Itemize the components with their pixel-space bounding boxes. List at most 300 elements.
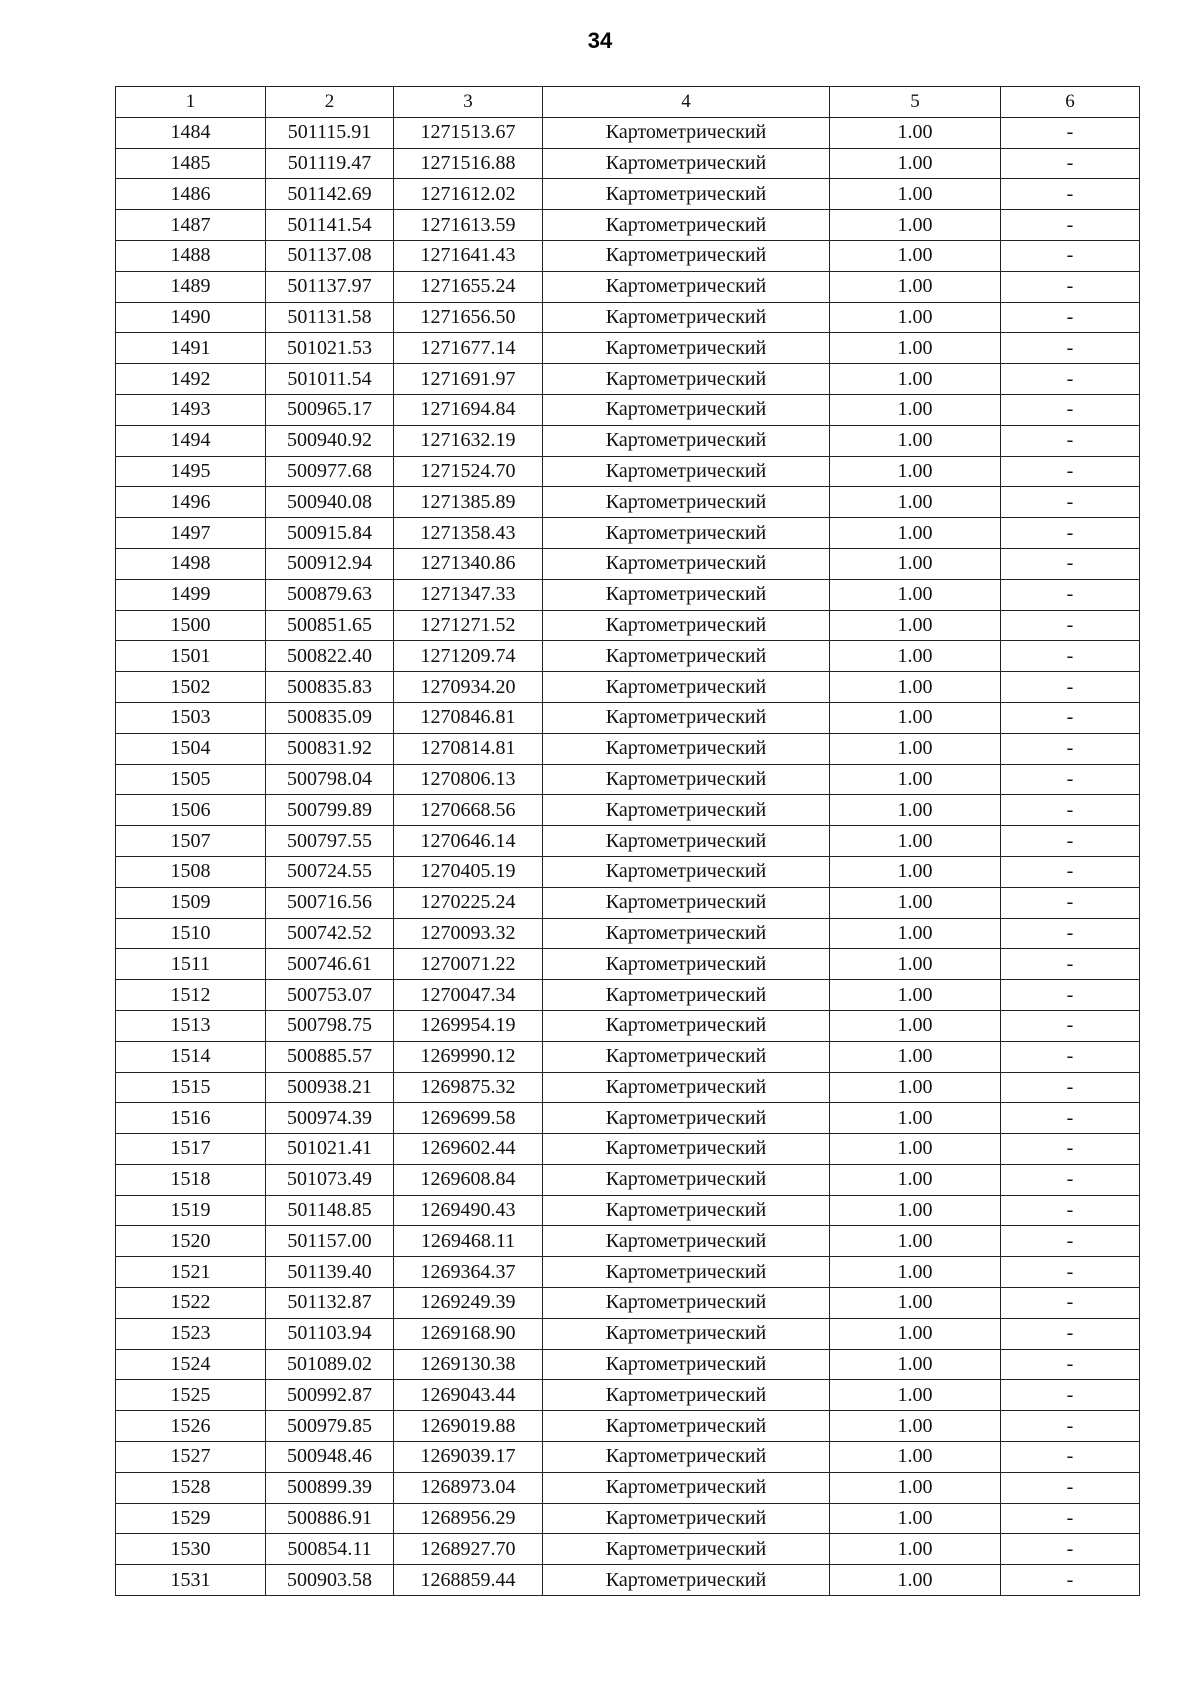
table-row (116, 1226, 1140, 1257)
table-row (116, 425, 1140, 456)
x-coordinate-cell: 500753.07 (266, 980, 394, 1011)
method-cell: Картометрический (543, 179, 830, 210)
note-cell: - (1001, 702, 1140, 733)
table-row (116, 487, 1140, 518)
x-coordinate-cell: 501119.47 (266, 148, 394, 179)
table-row (116, 918, 1140, 949)
x-coordinate-cell: 501073.49 (266, 1164, 394, 1195)
x-coordinate-cell: 500746.61 (266, 949, 394, 980)
y-coordinate-cell: 1269875.32 (394, 1072, 543, 1103)
point-number-cell: 1485 (116, 148, 266, 179)
method-cell: Картометрический (543, 1010, 830, 1041)
note-cell: - (1001, 1472, 1140, 1503)
point-number-cell: 1487 (116, 210, 266, 241)
x-coordinate-cell: 500886.91 (266, 1503, 394, 1534)
table-row (116, 333, 1140, 364)
point-number-cell: 1529 (116, 1503, 266, 1534)
table-row (116, 179, 1140, 210)
table-row (116, 1195, 1140, 1226)
x-coordinate-cell: 501115.91 (266, 117, 394, 148)
table-row (116, 1442, 1140, 1473)
method-cell: Картометрический (543, 949, 830, 980)
y-coordinate-cell: 1269954.19 (394, 1010, 543, 1041)
y-coordinate-cell: 1271655.24 (394, 271, 543, 302)
table-row (116, 1257, 1140, 1288)
note-cell: - (1001, 1103, 1140, 1134)
point-number-cell: 1501 (116, 641, 266, 672)
method-cell: Картометрический (543, 548, 830, 579)
method-cell: Картометрический (543, 1288, 830, 1319)
accuracy-cell: 1.00 (830, 980, 1001, 1011)
method-cell: Картометрический (543, 1041, 830, 1072)
note-cell: - (1001, 117, 1140, 148)
x-coordinate-cell: 501021.41 (266, 1134, 394, 1165)
accuracy-cell: 1.00 (830, 641, 1001, 672)
method-cell: Картометрический (543, 148, 830, 179)
x-coordinate-cell: 500940.08 (266, 487, 394, 518)
point-number-cell: 1522 (116, 1288, 266, 1319)
method-cell: Картометрический (543, 1072, 830, 1103)
point-number-cell: 1494 (116, 425, 266, 456)
x-coordinate-cell: 501142.69 (266, 179, 394, 210)
point-number-cell: 1508 (116, 856, 266, 887)
table-row (116, 1534, 1140, 1565)
accuracy-cell: 1.00 (830, 1534, 1001, 1565)
accuracy-cell: 1.00 (830, 1226, 1001, 1257)
point-number-cell: 1511 (116, 949, 266, 980)
table-row (116, 764, 1140, 795)
method-cell: Картометрический (543, 1164, 830, 1195)
point-number-cell: 1514 (116, 1041, 266, 1072)
note-cell: - (1001, 1134, 1140, 1165)
note-cell: - (1001, 548, 1140, 579)
accuracy-cell: 1.00 (830, 117, 1001, 148)
note-cell: - (1001, 1010, 1140, 1041)
table-row (116, 1010, 1140, 1041)
accuracy-cell: 1.00 (830, 1442, 1001, 1473)
table-row (116, 302, 1140, 333)
method-cell: Картометрический (543, 1103, 830, 1134)
x-coordinate-cell: 500822.40 (266, 641, 394, 672)
y-coordinate-cell: 1268927.70 (394, 1534, 543, 1565)
table-row (116, 641, 1140, 672)
accuracy-cell: 1.00 (830, 1349, 1001, 1380)
note-cell: - (1001, 425, 1140, 456)
y-coordinate-cell: 1269468.11 (394, 1226, 543, 1257)
note-cell: - (1001, 1380, 1140, 1411)
method-cell: Картометрический (543, 1380, 830, 1411)
table-row (116, 1041, 1140, 1072)
method-cell: Картометрический (543, 1349, 830, 1380)
point-number-cell: 1500 (116, 610, 266, 641)
note-cell: - (1001, 1288, 1140, 1319)
x-coordinate-cell: 501139.40 (266, 1257, 394, 1288)
note-cell: - (1001, 641, 1140, 672)
x-coordinate-cell: 500831.92 (266, 733, 394, 764)
column-header-1: 1 (116, 87, 266, 118)
point-number-cell: 1492 (116, 364, 266, 395)
x-coordinate-cell: 500797.55 (266, 826, 394, 857)
accuracy-cell: 1.00 (830, 826, 1001, 857)
y-coordinate-cell: 1270668.56 (394, 795, 543, 826)
note-cell: - (1001, 1318, 1140, 1349)
note-cell: - (1001, 1411, 1140, 1442)
x-coordinate-cell: 500992.87 (266, 1380, 394, 1411)
accuracy-cell: 1.00 (830, 518, 1001, 549)
accuracy-cell: 1.00 (830, 795, 1001, 826)
point-number-cell: 1519 (116, 1195, 266, 1226)
table-row (116, 1349, 1140, 1380)
y-coordinate-cell: 1271209.74 (394, 641, 543, 672)
table-row (116, 1288, 1140, 1319)
note-cell: - (1001, 795, 1140, 826)
point-number-cell: 1490 (116, 302, 266, 333)
accuracy-cell: 1.00 (830, 1318, 1001, 1349)
table-row (116, 1380, 1140, 1411)
y-coordinate-cell: 1271613.59 (394, 210, 543, 241)
method-cell: Картометрический (543, 795, 830, 826)
point-number-cell: 1517 (116, 1134, 266, 1165)
method-cell: Картометрический (543, 702, 830, 733)
note-cell: - (1001, 579, 1140, 610)
method-cell: Картометрический (543, 240, 830, 271)
x-coordinate-cell: 500965.17 (266, 394, 394, 425)
method-cell: Картометрический (543, 394, 830, 425)
method-cell: Картометрический (543, 641, 830, 672)
accuracy-cell: 1.00 (830, 394, 1001, 425)
y-coordinate-cell: 1268973.04 (394, 1472, 543, 1503)
y-coordinate-cell: 1269490.43 (394, 1195, 543, 1226)
x-coordinate-cell: 500799.89 (266, 795, 394, 826)
accuracy-cell: 1.00 (830, 1503, 1001, 1534)
table-row (116, 980, 1140, 1011)
accuracy-cell: 1.00 (830, 733, 1001, 764)
method-cell: Картометрический (543, 826, 830, 857)
accuracy-cell: 1.00 (830, 1257, 1001, 1288)
table-row (116, 548, 1140, 579)
x-coordinate-cell: 501141.54 (266, 210, 394, 241)
table-row (116, 1072, 1140, 1103)
column-header-5: 5 (830, 87, 1001, 118)
y-coordinate-cell: 1271677.14 (394, 333, 543, 364)
x-coordinate-cell: 500979.85 (266, 1411, 394, 1442)
table-row (116, 210, 1140, 241)
x-coordinate-cell: 500948.46 (266, 1442, 394, 1473)
accuracy-cell: 1.00 (830, 1380, 1001, 1411)
point-number-cell: 1505 (116, 764, 266, 795)
table-row (116, 117, 1140, 148)
y-coordinate-cell: 1271358.43 (394, 518, 543, 549)
y-coordinate-cell: 1270846.81 (394, 702, 543, 733)
y-coordinate-cell: 1268956.29 (394, 1503, 543, 1534)
y-coordinate-cell: 1271632.19 (394, 425, 543, 456)
method-cell: Картометрический (543, 271, 830, 302)
note-cell: - (1001, 856, 1140, 887)
point-number-cell: 1491 (116, 333, 266, 364)
point-number-cell: 1509 (116, 887, 266, 918)
y-coordinate-cell: 1270071.22 (394, 949, 543, 980)
y-coordinate-cell: 1271524.70 (394, 456, 543, 487)
table-body (116, 117, 1140, 1595)
note-cell: - (1001, 210, 1140, 241)
accuracy-cell: 1.00 (830, 764, 1001, 795)
y-coordinate-cell: 1269249.39 (394, 1288, 543, 1319)
point-number-cell: 1504 (116, 733, 266, 764)
method-cell: Картометрический (543, 1565, 830, 1596)
accuracy-cell: 1.00 (830, 856, 1001, 887)
x-coordinate-cell: 501137.97 (266, 271, 394, 302)
x-coordinate-cell: 501103.94 (266, 1318, 394, 1349)
point-number-cell: 1528 (116, 1472, 266, 1503)
method-cell: Картометрический (543, 856, 830, 887)
point-number-cell: 1493 (116, 394, 266, 425)
accuracy-cell: 1.00 (830, 487, 1001, 518)
table-row (116, 456, 1140, 487)
point-number-cell: 1499 (116, 579, 266, 610)
point-number-cell: 1521 (116, 1257, 266, 1288)
method-cell: Картометрический (543, 980, 830, 1011)
method-cell: Картометрический (543, 1257, 830, 1288)
y-coordinate-cell: 1271694.84 (394, 394, 543, 425)
note-cell: - (1001, 980, 1140, 1011)
y-coordinate-cell: 1269364.37 (394, 1257, 543, 1288)
table-row (116, 1103, 1140, 1134)
table-row (116, 672, 1140, 703)
note-cell: - (1001, 1534, 1140, 1565)
x-coordinate-cell: 500835.83 (266, 672, 394, 703)
x-coordinate-cell: 501011.54 (266, 364, 394, 395)
y-coordinate-cell: 1269019.88 (394, 1411, 543, 1442)
note-cell: - (1001, 179, 1140, 210)
table-row (116, 949, 1140, 980)
y-coordinate-cell: 1271271.52 (394, 610, 543, 641)
x-coordinate-cell: 500885.57 (266, 1041, 394, 1072)
accuracy-cell: 1.00 (830, 1195, 1001, 1226)
point-number-cell: 1527 (116, 1442, 266, 1473)
point-number-cell: 1503 (116, 702, 266, 733)
x-coordinate-cell: 500915.84 (266, 518, 394, 549)
accuracy-cell: 1.00 (830, 1103, 1001, 1134)
point-number-cell: 1486 (116, 179, 266, 210)
method-cell: Картометрический (543, 1318, 830, 1349)
method-cell: Картометрический (543, 456, 830, 487)
accuracy-cell: 1.00 (830, 210, 1001, 241)
note-cell: - (1001, 1164, 1140, 1195)
accuracy-cell: 1.00 (830, 1565, 1001, 1596)
accuracy-cell: 1.00 (830, 148, 1001, 179)
accuracy-cell: 1.00 (830, 1134, 1001, 1165)
y-coordinate-cell: 1269699.58 (394, 1103, 543, 1134)
method-cell: Картометрический (543, 918, 830, 949)
x-coordinate-cell: 500974.39 (266, 1103, 394, 1134)
x-coordinate-cell: 500977.68 (266, 456, 394, 487)
method-cell: Картометрический (543, 1442, 830, 1473)
table-row (116, 610, 1140, 641)
note-cell: - (1001, 240, 1140, 271)
y-coordinate-cell: 1271340.86 (394, 548, 543, 579)
note-cell: - (1001, 610, 1140, 641)
point-number-cell: 1516 (116, 1103, 266, 1134)
method-cell: Картометрический (543, 764, 830, 795)
y-coordinate-cell: 1269039.17 (394, 1442, 543, 1473)
table-row (116, 364, 1140, 395)
point-number-cell: 1502 (116, 672, 266, 703)
method-cell: Картометрический (543, 364, 830, 395)
method-cell: Картометрический (543, 1534, 830, 1565)
y-coordinate-cell: 1271347.33 (394, 579, 543, 610)
y-coordinate-cell: 1271691.97 (394, 364, 543, 395)
method-cell: Картометрический (543, 1195, 830, 1226)
note-cell: - (1001, 1503, 1140, 1534)
method-cell: Картометрический (543, 672, 830, 703)
table-header-row (116, 87, 1140, 118)
x-coordinate-cell: 500903.58 (266, 1565, 394, 1596)
note-cell: - (1001, 148, 1140, 179)
note-cell: - (1001, 302, 1140, 333)
column-header-2: 2 (266, 87, 394, 118)
table-row (116, 1565, 1140, 1596)
method-cell: Картометрический (543, 333, 830, 364)
table-row (116, 240, 1140, 271)
y-coordinate-cell: 1270405.19 (394, 856, 543, 887)
y-coordinate-cell: 1270934.20 (394, 672, 543, 703)
x-coordinate-cell: 500854.11 (266, 1534, 394, 1565)
note-cell: - (1001, 1349, 1140, 1380)
method-cell: Картометрический (543, 518, 830, 549)
point-number-cell: 1520 (116, 1226, 266, 1257)
point-number-cell: 1506 (116, 795, 266, 826)
table-row (116, 579, 1140, 610)
note-cell: - (1001, 487, 1140, 518)
y-coordinate-cell: 1269990.12 (394, 1041, 543, 1072)
note-cell: - (1001, 887, 1140, 918)
method-cell: Картометрический (543, 887, 830, 918)
accuracy-cell: 1.00 (830, 702, 1001, 733)
y-coordinate-cell: 1271513.67 (394, 117, 543, 148)
table-row (116, 148, 1140, 179)
y-coordinate-cell: 1269130.38 (394, 1349, 543, 1380)
y-coordinate-cell: 1271385.89 (394, 487, 543, 518)
accuracy-cell: 1.00 (830, 949, 1001, 980)
table-row (116, 271, 1140, 302)
note-cell: - (1001, 826, 1140, 857)
method-cell: Картометрический (543, 487, 830, 518)
table-row (116, 1164, 1140, 1195)
table-row (116, 702, 1140, 733)
point-number-cell: 1515 (116, 1072, 266, 1103)
y-coordinate-cell: 1271516.88 (394, 148, 543, 179)
accuracy-cell: 1.00 (830, 364, 1001, 395)
method-cell: Картометрический (543, 1134, 830, 1165)
note-cell: - (1001, 456, 1140, 487)
point-number-cell: 1497 (116, 518, 266, 549)
x-coordinate-cell: 500798.04 (266, 764, 394, 795)
x-coordinate-cell: 500798.75 (266, 1010, 394, 1041)
y-coordinate-cell: 1269608.84 (394, 1164, 543, 1195)
point-number-cell: 1507 (116, 826, 266, 857)
method-cell: Картометрический (543, 425, 830, 456)
accuracy-cell: 1.00 (830, 1164, 1001, 1195)
note-cell: - (1001, 1257, 1140, 1288)
method-cell: Картометрический (543, 733, 830, 764)
method-cell: Картометрический (543, 610, 830, 641)
table-row (116, 394, 1140, 425)
y-coordinate-cell: 1270047.34 (394, 980, 543, 1011)
accuracy-cell: 1.00 (830, 302, 1001, 333)
x-coordinate-cell: 500724.55 (266, 856, 394, 887)
point-number-cell: 1484 (116, 117, 266, 148)
table-row (116, 733, 1140, 764)
accuracy-cell: 1.00 (830, 918, 1001, 949)
note-cell: - (1001, 918, 1140, 949)
table-row (116, 856, 1140, 887)
accuracy-cell: 1.00 (830, 425, 1001, 456)
accuracy-cell: 1.00 (830, 672, 1001, 703)
point-number-cell: 1523 (116, 1318, 266, 1349)
note-cell: - (1001, 271, 1140, 302)
note-cell: - (1001, 518, 1140, 549)
y-coordinate-cell: 1271612.02 (394, 179, 543, 210)
note-cell: - (1001, 1195, 1140, 1226)
point-number-cell: 1530 (116, 1534, 266, 1565)
point-number-cell: 1510 (116, 918, 266, 949)
page-number: 34 (587, 28, 613, 53)
accuracy-cell: 1.00 (830, 579, 1001, 610)
x-coordinate-cell: 500716.56 (266, 887, 394, 918)
accuracy-cell: 1.00 (830, 1010, 1001, 1041)
point-number-cell: 1518 (116, 1164, 266, 1195)
method-cell: Картометрический (543, 302, 830, 333)
table-row (116, 826, 1140, 857)
accuracy-cell: 1.00 (830, 179, 1001, 210)
y-coordinate-cell: 1271641.43 (394, 240, 543, 271)
point-number-cell: 1512 (116, 980, 266, 1011)
accuracy-cell: 1.00 (830, 548, 1001, 579)
x-coordinate-cell: 500912.94 (266, 548, 394, 579)
accuracy-cell: 1.00 (830, 1411, 1001, 1442)
accuracy-cell: 1.00 (830, 610, 1001, 641)
accuracy-cell: 1.00 (830, 271, 1001, 302)
accuracy-cell: 1.00 (830, 1072, 1001, 1103)
accuracy-cell: 1.00 (830, 456, 1001, 487)
note-cell: - (1001, 733, 1140, 764)
table-row (116, 1134, 1140, 1165)
note-cell: - (1001, 364, 1140, 395)
y-coordinate-cell: 1270646.14 (394, 826, 543, 857)
x-coordinate-cell: 501021.53 (266, 333, 394, 364)
method-cell: Картометрический (543, 579, 830, 610)
note-cell: - (1001, 672, 1140, 703)
table-row (116, 1318, 1140, 1349)
point-number-cell: 1495 (116, 456, 266, 487)
y-coordinate-cell: 1270814.81 (394, 733, 543, 764)
note-cell: - (1001, 1041, 1140, 1072)
y-coordinate-cell: 1269043.44 (394, 1380, 543, 1411)
y-coordinate-cell: 1271656.50 (394, 302, 543, 333)
x-coordinate-cell: 500879.63 (266, 579, 394, 610)
x-coordinate-cell: 500899.39 (266, 1472, 394, 1503)
method-cell: Картометрический (543, 1411, 830, 1442)
column-header-4: 4 (543, 87, 830, 118)
accuracy-cell: 1.00 (830, 1041, 1001, 1072)
x-coordinate-cell: 501089.02 (266, 1349, 394, 1380)
point-number-cell: 1488 (116, 240, 266, 271)
note-cell: - (1001, 394, 1140, 425)
table-row (116, 1411, 1140, 1442)
method-cell: Картометрический (543, 210, 830, 241)
method-cell: Картометрический (543, 1226, 830, 1257)
x-coordinate-cell: 500835.09 (266, 702, 394, 733)
